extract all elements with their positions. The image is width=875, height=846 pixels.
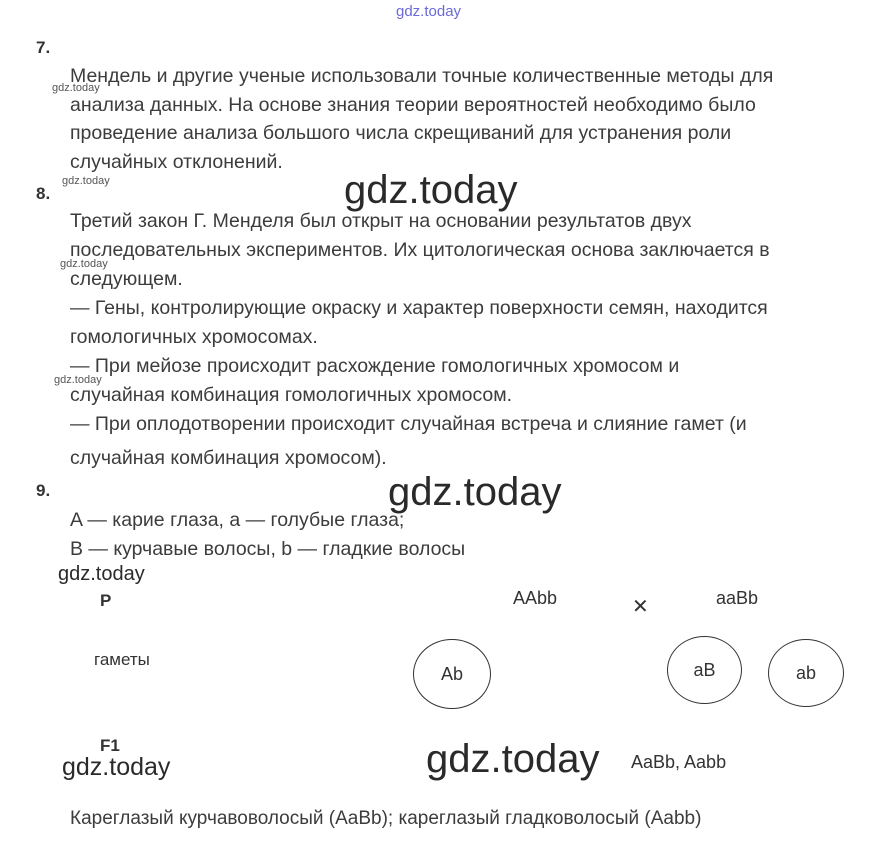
gamete-label: ab: [795, 662, 817, 683]
question-7-number: 7.: [36, 38, 51, 57]
question-8-number: 8.: [36, 184, 51, 203]
parent-1-genotype: AAbb: [513, 588, 558, 608]
q9-line-2: B — курчавые волосы, b — гладкие волосы: [70, 538, 466, 560]
gamete-label: aB: [693, 659, 716, 680]
q7-line-2: анализа данных. На основе знания теории вероятностей необходимо было: [70, 94, 756, 116]
gamete-circle: [768, 639, 844, 707]
q7-line-4: случайных отклонений.: [70, 151, 283, 173]
q8-line-4: — Гены, контролирующие окраску и характер поверхности семян, находится: [70, 297, 768, 319]
q8-line-9: случайная комбинация хромосом).: [70, 447, 387, 469]
gametes-label: гаметы: [94, 650, 150, 669]
q8-line-2: последовательных экспериментов. Их цитологическая основа заключается в: [70, 239, 770, 261]
cross-result: Кареглазый курчавоволосый (AaBb); кареглазый гладковолосый (Aabb): [70, 808, 702, 829]
watermark-small: gdz.today: [54, 374, 102, 386]
q8-line-3: следующем.: [70, 268, 183, 290]
q8-line-8: — При оплодотворении происходит случайная встреча и слияние гамет (и: [70, 413, 747, 435]
parents-label: P: [100, 591, 112, 610]
gamete-circle: [667, 636, 742, 704]
f1-genotypes: AaBb, Aabb: [631, 752, 727, 772]
watermark-big: gdz.today: [388, 470, 562, 514]
watermark-medium: gdz.today: [58, 563, 145, 585]
gamete-circle: [413, 639, 491, 709]
question-9-number: 9.: [36, 481, 51, 500]
watermark-small: gdz.today: [62, 175, 110, 187]
parent-2-genotype: aaBb: [716, 588, 759, 608]
q9-line-1: A — карие глаза, a — голубые глаза;: [70, 509, 405, 531]
watermark-medium: gdz.today: [62, 753, 171, 781]
watermark-top: gdz.today: [396, 3, 462, 20]
q8-line-5: гомологичных хромосомах.: [70, 326, 318, 348]
watermark-big: gdz.today: [344, 168, 518, 212]
watermark-big: gdz.today: [426, 737, 600, 781]
q8-line-1: Третий закон Г. Менделя был открыт на основании результатов двух: [70, 210, 692, 232]
watermark-small: gdz.today: [60, 258, 108, 270]
q8-line-6: — При мейозе происходит расхождение гомологичных хромосом и: [70, 355, 680, 377]
q8-line-7: случайная комбинация гомологичных хромосом.: [70, 384, 513, 406]
watermark-small: gdz.today: [52, 82, 100, 94]
q7-line-1: Мендель и другие ученые использовали точные количественные методы для: [70, 65, 774, 87]
gamete-label: Ab: [440, 663, 464, 684]
q7-line-3: проведение анализа большого числа скрещиваний для устранения роли: [70, 122, 732, 144]
cross-symbol: ✕: [632, 596, 649, 618]
f1-label: F1: [100, 736, 120, 755]
